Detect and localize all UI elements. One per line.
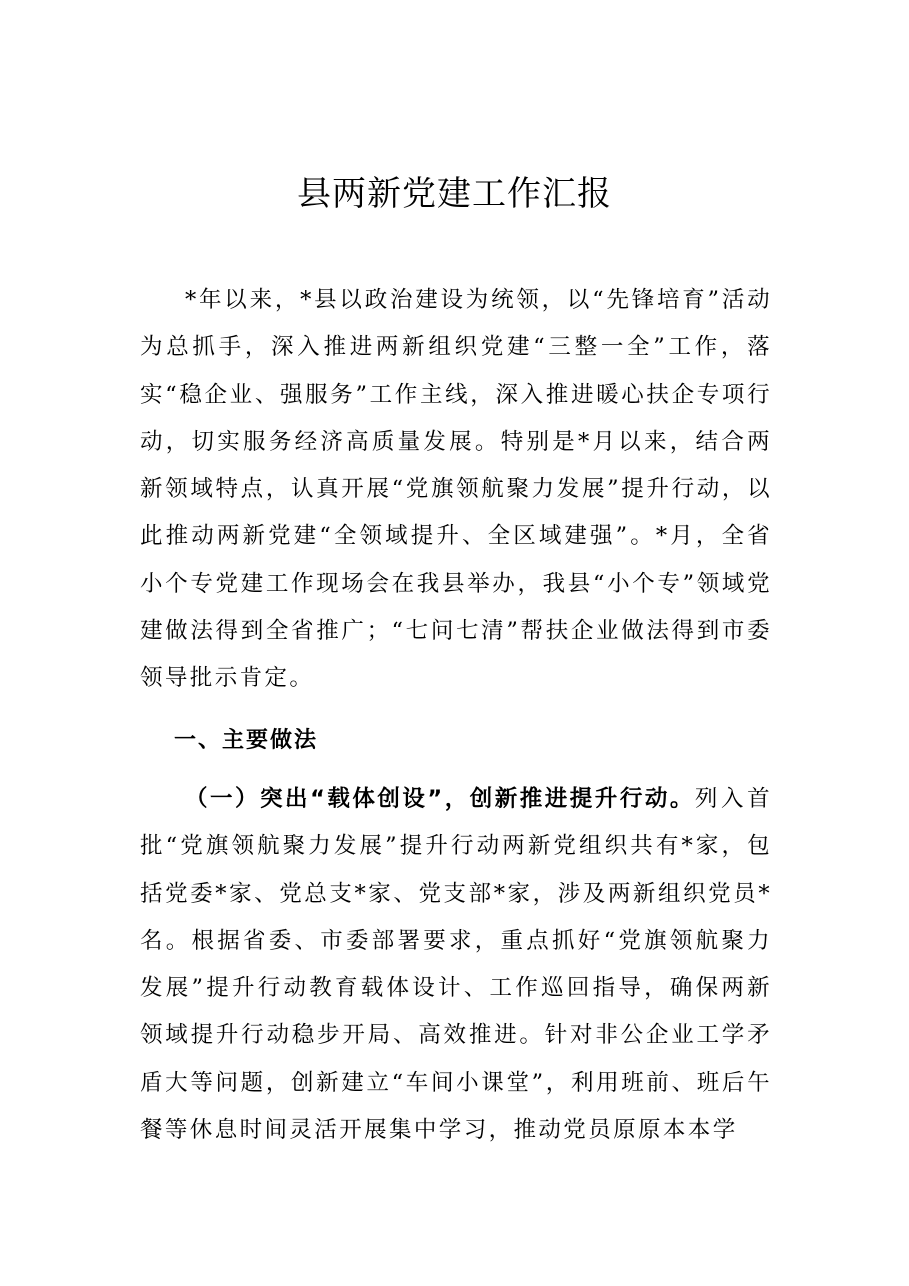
- subsection-heading: （一）突出“载体创设”，创新推进提升行动。: [185, 786, 695, 812]
- subsection-text: 列入首批“党旗领航聚力发展”提升行动两新党组织共有*家，包括党委*家、党总支*家、党支部*家，涉及两新组织党员*名。根据省委、市委部署要求，重点抓好“党旗领航聚力发展”提升行动教育载体设计、工作巡回指导，确保两新领域提升行动稳步开局、高效推进。针对非公企业工学矛盾大等问题，创新建立“车间小课堂”，利用班前、班后午餐等休息时间灵活开展集中学习，推动党员原原本本学: [140, 786, 772, 1144]
- document-title: 县两新党建工作汇报: [297, 173, 612, 214]
- intro-paragraph: *年以来，*县以政治建设为统领，以“先锋培育”活动为总抓手，深入推进两新组织党建“三整一全”工作，落实“稳企业、强服务”工作主线，深入推进暖心扶企专项行动，切实服务经济高质量发展。特别是*月以来，结合两新领域特点，认真开展“党旗领航聚力发展”提升行动，以此推动两新党建“全领域提升、全区域建强”。*月，全省小个专党建工作现场会在我县举办，我县“小个专”领域党建做法得到全省推广；“七问七清”帮扶企业做法得到市委领导批示肯定。: [140, 287, 772, 692]
- section-heading-main-practices: 一、主要做法: [174, 728, 319, 753]
- subsection-paragraph: [140, 776, 772, 1154]
